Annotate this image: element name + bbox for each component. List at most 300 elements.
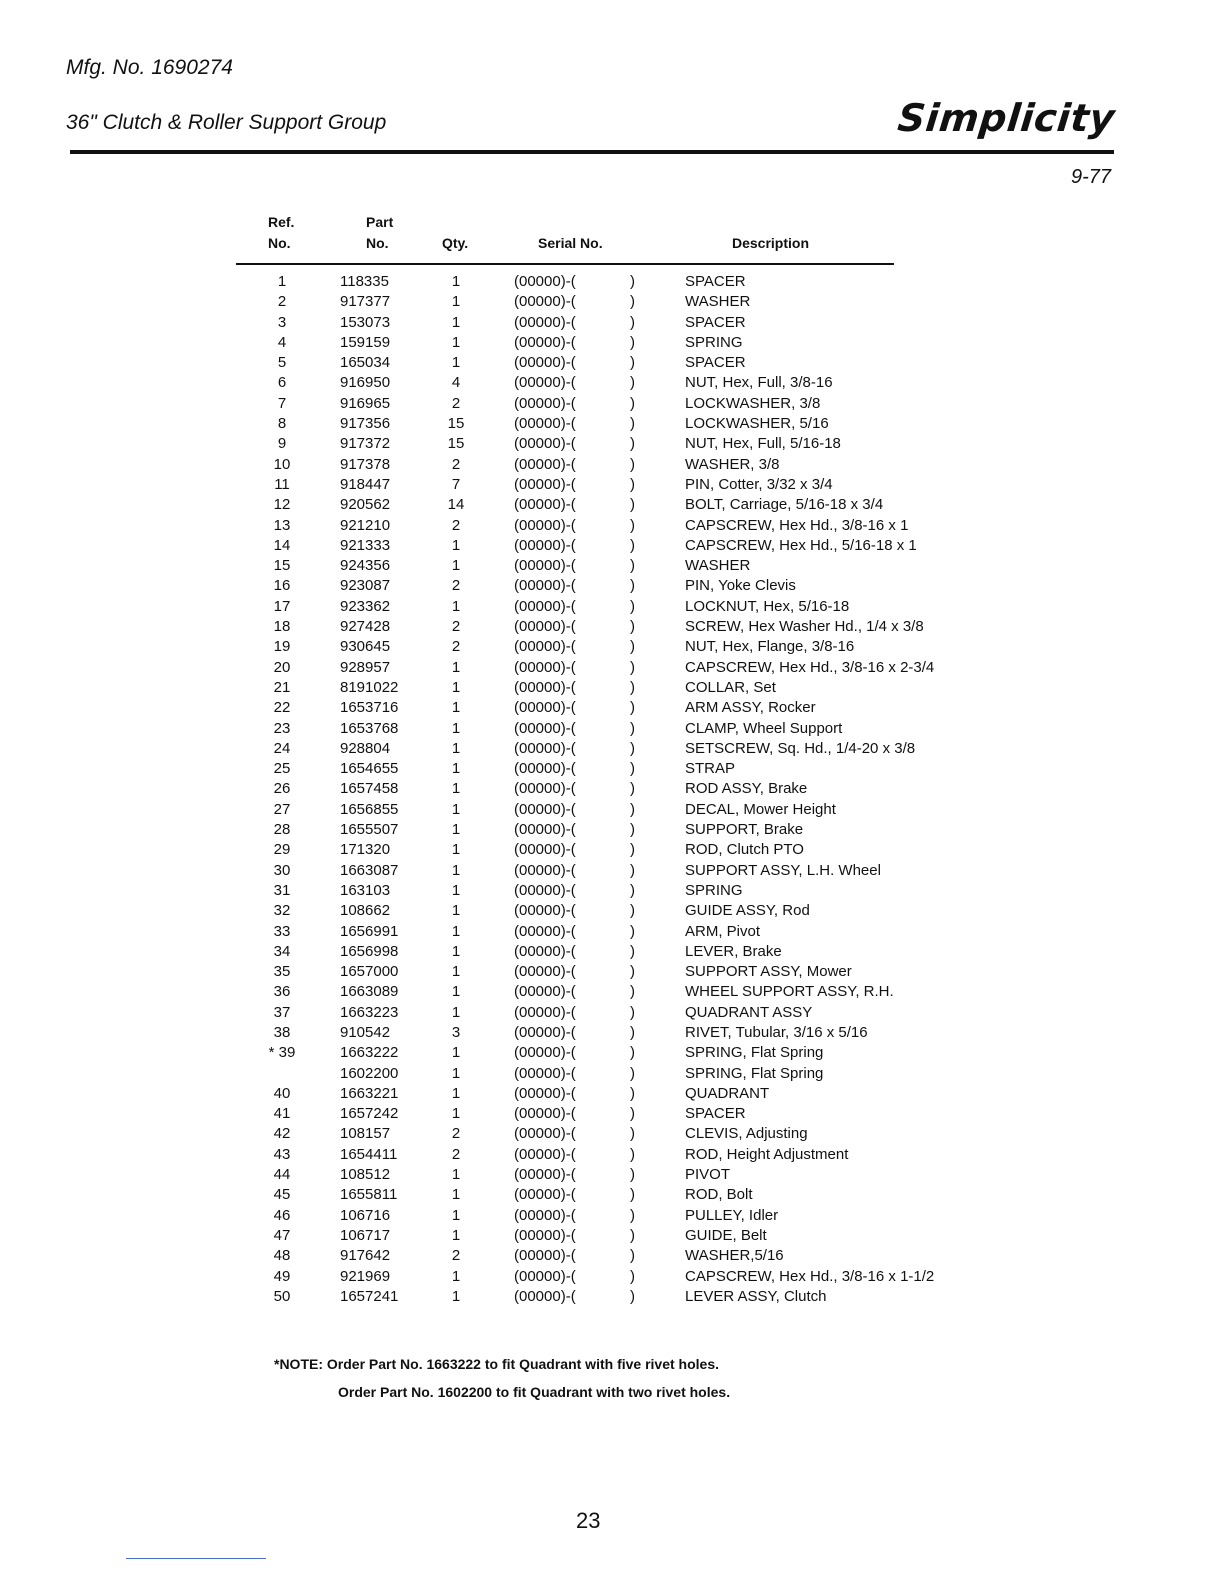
serial-cell: (00000)-( bbox=[514, 942, 576, 960]
part-number-cell: 106717 bbox=[340, 1226, 391, 1244]
table-row bbox=[0, 840, 1224, 860]
serial-close-cell: ) bbox=[630, 475, 635, 493]
qty-cell: 1 bbox=[451, 1084, 461, 1102]
description-cell: CAPSCREW, Hex Hd., 5/16-18 x 1 bbox=[685, 536, 917, 554]
description-cell: WASHER bbox=[685, 293, 751, 311]
qty-cell: 1 bbox=[451, 983, 461, 1001]
table-row bbox=[0, 414, 1224, 434]
part-number-cell: 1663089 bbox=[340, 983, 399, 1001]
ref-cell: 14 bbox=[273, 536, 291, 554]
ref-cell: 40 bbox=[273, 1084, 291, 1102]
serial-cell: (00000)-( bbox=[514, 455, 576, 473]
description-cell: ROD, Bolt bbox=[685, 1186, 753, 1204]
description-cell: LEVER ASSY, Clutch bbox=[685, 1287, 827, 1305]
serial-cell: (00000)-( bbox=[514, 475, 576, 493]
description-cell: NUT, Hex, Full, 3/8-16 bbox=[685, 374, 833, 392]
serial-close-cell: ) bbox=[630, 678, 635, 696]
part-number-cell: 1656991 bbox=[340, 922, 399, 940]
qty-cell: 1 bbox=[451, 881, 461, 899]
serial-close-cell: ) bbox=[630, 780, 635, 798]
serial-cell: (00000)-( bbox=[514, 597, 576, 615]
serial-cell: (00000)-( bbox=[514, 374, 576, 392]
serial-cell: (00000)-( bbox=[514, 719, 576, 737]
part-number-cell: 917642 bbox=[340, 1247, 391, 1265]
col-header-part bbox=[366, 212, 393, 254]
revision-date: 9-77 bbox=[1070, 166, 1111, 188]
description-cell: ROD ASSY, Brake bbox=[685, 780, 808, 798]
table-row bbox=[0, 1104, 1224, 1124]
ref-cell: 21 bbox=[273, 678, 291, 696]
serial-close-cell: ) bbox=[630, 293, 635, 311]
ref-cell: 11 bbox=[274, 475, 290, 493]
description-cell: SCREW, Hex Washer Hd., 1/4 x 3/8 bbox=[685, 618, 924, 636]
serial-cell: (00000)-( bbox=[514, 1105, 576, 1123]
description-cell: SUPPORT ASSY, L.H. Wheel bbox=[685, 861, 881, 879]
table-row bbox=[0, 759, 1224, 779]
part-number-cell: 1663223 bbox=[340, 1003, 399, 1021]
qty-cell: 2 bbox=[451, 1125, 461, 1143]
serial-cell: (00000)-( bbox=[514, 983, 576, 1001]
table-row bbox=[0, 455, 1224, 475]
qty-cell: 2 bbox=[451, 455, 461, 473]
part-number-cell: 923362 bbox=[340, 597, 391, 615]
serial-cell: (00000)-( bbox=[514, 1044, 576, 1062]
qty-cell: 15 bbox=[447, 415, 465, 433]
table-row bbox=[0, 739, 1224, 759]
table-row bbox=[0, 1206, 1224, 1226]
part-number-cell: 163103 bbox=[340, 881, 391, 899]
table-row bbox=[0, 475, 1224, 495]
qty-cell: 1 bbox=[451, 597, 461, 615]
table-row bbox=[0, 861, 1224, 881]
serial-cell: (00000)-( bbox=[514, 881, 576, 899]
ref-cell: 13 bbox=[273, 516, 291, 534]
part-number-cell: 159159 bbox=[340, 333, 391, 351]
ref-cell: 6 bbox=[277, 374, 287, 392]
ref-cell: 46 bbox=[273, 1206, 291, 1224]
part-number-cell: 921333 bbox=[340, 536, 391, 554]
part-number-cell: 1655811 bbox=[340, 1186, 398, 1204]
description-cell: CAPSCREW, Hex Hd., 3/8-16 x 1 bbox=[685, 516, 909, 534]
serial-cell: (00000)-( bbox=[514, 1064, 576, 1082]
qty-cell: 1 bbox=[451, 1044, 461, 1062]
description-cell: CLEVIS, Adjusting bbox=[685, 1125, 808, 1143]
part-number-cell: 171320 bbox=[340, 841, 391, 859]
serial-cell: (00000)-( bbox=[514, 1023, 576, 1041]
part-number-cell: 920562 bbox=[340, 496, 391, 514]
mfg-number: Mfg. No. 1690274 bbox=[66, 56, 233, 79]
col-header-ref-line1: Ref. bbox=[268, 214, 295, 230]
description-cell: WASHER, 3/8 bbox=[685, 455, 780, 473]
ref-cell: 47 bbox=[273, 1226, 291, 1244]
serial-close-cell: ) bbox=[630, 333, 635, 351]
serial-cell: (00000)-( bbox=[514, 678, 576, 696]
serial-close-cell: ) bbox=[630, 1084, 635, 1102]
serial-cell: (00000)-( bbox=[514, 821, 576, 839]
part-number-cell: 118335 bbox=[340, 273, 389, 290]
part-number-cell: 1663087 bbox=[340, 861, 399, 879]
col-header-ref bbox=[268, 212, 294, 254]
serial-cell: (00000)-( bbox=[514, 861, 576, 879]
serial-close-cell: ) bbox=[630, 841, 635, 859]
qty-cell: 1 bbox=[451, 902, 461, 920]
description-cell: DECAL, Mower Height bbox=[685, 800, 836, 818]
col-header-part-line1: Part bbox=[366, 214, 394, 230]
serial-cell: (00000)-( bbox=[514, 618, 576, 636]
ref-cell: 18 bbox=[273, 618, 291, 636]
description-cell: LOCKWASHER, 3/8 bbox=[685, 394, 821, 412]
part-number-cell: 108157 bbox=[340, 1125, 391, 1143]
description-cell: SPACER bbox=[685, 273, 746, 290]
part-number-cell: 1657242 bbox=[340, 1105, 399, 1123]
qty-cell: 2 bbox=[451, 618, 461, 636]
serial-close-cell: ) bbox=[630, 394, 635, 412]
table-row bbox=[0, 1246, 1224, 1266]
table-row bbox=[0, 597, 1224, 617]
serial-close-cell: ) bbox=[630, 1166, 635, 1184]
serial-close-cell: ) bbox=[630, 1247, 635, 1265]
ref-cell: 4 bbox=[277, 333, 287, 351]
description-cell: LOCKWASHER, 5/16 bbox=[685, 415, 829, 433]
table-row bbox=[0, 658, 1224, 678]
table-row bbox=[0, 373, 1224, 393]
col-header-qty: Qty. bbox=[442, 235, 469, 251]
table-row bbox=[0, 576, 1224, 596]
ref-cell: 28 bbox=[273, 821, 291, 839]
serial-close-cell: ) bbox=[630, 821, 635, 839]
serial-close-cell: ) bbox=[630, 902, 635, 920]
table-row bbox=[0, 495, 1224, 515]
serial-cell: (00000)-( bbox=[514, 354, 576, 372]
col-header-serial: Serial No. bbox=[538, 235, 603, 251]
serial-close-cell: ) bbox=[630, 455, 635, 473]
table-row bbox=[0, 1064, 1224, 1084]
qty-cell: 1 bbox=[451, 678, 461, 696]
ref-cell: 32 bbox=[273, 902, 291, 920]
part-number-cell: 1657458 bbox=[340, 780, 399, 798]
ref-cell: 17 bbox=[273, 597, 291, 615]
serial-cell: (00000)-( bbox=[514, 699, 576, 717]
serial-cell: (00000)-( bbox=[514, 577, 576, 595]
ref-cell: 24 bbox=[273, 739, 291, 757]
description-cell: SPRING, Flat Spring bbox=[685, 1064, 824, 1082]
serial-cell: (00000)-( bbox=[514, 394, 576, 412]
serial-close-cell: ) bbox=[630, 658, 635, 676]
qty-cell: 1 bbox=[451, 780, 461, 798]
serial-close-cell: ) bbox=[630, 415, 635, 433]
qty-cell: 1 bbox=[451, 1105, 461, 1123]
ref-cell: 27 bbox=[273, 800, 291, 818]
table-row bbox=[0, 536, 1224, 556]
ref-cell: 20 bbox=[273, 658, 291, 676]
qty-cell: 1 bbox=[451, 293, 461, 311]
ref-cell: 34 bbox=[273, 942, 291, 960]
serial-close-cell: ) bbox=[630, 942, 635, 960]
ref-cell: 23 bbox=[273, 719, 291, 737]
qty-cell: 1 bbox=[451, 658, 461, 676]
qty-cell: 1 bbox=[451, 760, 461, 778]
col-header-description: Description bbox=[732, 235, 810, 251]
qty-cell: 1 bbox=[451, 313, 461, 331]
serial-cell: (00000)-( bbox=[514, 536, 576, 554]
table-row bbox=[0, 434, 1224, 454]
serial-close-cell: ) bbox=[630, 638, 635, 656]
serial-cell: (00000)-( bbox=[514, 516, 576, 534]
table-row bbox=[0, 800, 1224, 820]
serial-close-cell: ) bbox=[630, 516, 635, 534]
part-number-cell: 918447 bbox=[340, 475, 391, 493]
qty-cell: 1 bbox=[451, 1064, 461, 1082]
ref-cell: 41 bbox=[273, 1105, 291, 1123]
serial-cell: (00000)-( bbox=[514, 1247, 576, 1265]
serial-close-cell: ) bbox=[630, 374, 635, 392]
description-cell: PIN, Cotter, 3/32 x 3/4 bbox=[685, 475, 833, 493]
serial-close-cell: ) bbox=[630, 699, 635, 717]
table-row bbox=[0, 881, 1224, 901]
ref-cell: 38 bbox=[273, 1023, 291, 1041]
serial-cell: (00000)-( bbox=[514, 435, 576, 453]
qty-cell: 1 bbox=[451, 739, 461, 757]
serial-close-cell: ) bbox=[630, 983, 635, 1001]
serial-close-cell: ) bbox=[630, 881, 635, 899]
part-number-cell: 106716 bbox=[340, 1206, 391, 1224]
table-row bbox=[0, 353, 1224, 373]
part-number-cell: 924356 bbox=[340, 557, 391, 575]
description-cell: ROD, Height Adjustment bbox=[685, 1145, 849, 1163]
qty-cell: 1 bbox=[451, 273, 461, 290]
ref-cell: 7 bbox=[277, 394, 287, 412]
table-row bbox=[0, 678, 1224, 698]
brand-logo: Simplicity bbox=[895, 96, 1118, 140]
description-cell: COLLAR, Set bbox=[685, 678, 776, 696]
serial-cell: (00000)-( bbox=[514, 557, 576, 575]
part-number-cell: 153073 bbox=[340, 313, 391, 331]
qty-cell: 1 bbox=[451, 557, 461, 575]
description-cell: CAPSCREW, Hex Hd., 3/8-16 x 1-1/2 bbox=[685, 1267, 935, 1285]
description-cell: NUT, Hex, Flange, 3/8-16 bbox=[685, 638, 855, 656]
serial-cell: (00000)-( bbox=[514, 496, 576, 514]
table-row bbox=[0, 1226, 1224, 1246]
qty-cell: 1 bbox=[451, 333, 461, 351]
qty-cell: 1 bbox=[451, 800, 461, 818]
ref-cell: 9 bbox=[277, 435, 287, 453]
qty-cell: 1 bbox=[451, 861, 461, 879]
serial-cell: (00000)-( bbox=[514, 293, 576, 311]
ref-cell: 16 bbox=[273, 577, 291, 595]
description-cell: SUPPORT, Brake bbox=[685, 821, 804, 839]
ref-cell: 45 bbox=[273, 1186, 291, 1204]
ref-cell: 36 bbox=[273, 983, 291, 1001]
table-row bbox=[0, 556, 1224, 576]
table-row bbox=[0, 719, 1224, 739]
serial-close-cell: ) bbox=[630, 354, 635, 372]
part-number-cell: 1602200 bbox=[340, 1064, 399, 1082]
table-row bbox=[0, 922, 1224, 942]
part-number-cell: 1656998 bbox=[340, 942, 399, 960]
description-cell: LEVER, Brake bbox=[685, 942, 782, 960]
description-cell: QUADRANT ASSY bbox=[685, 1003, 813, 1021]
description-cell: PIVOT bbox=[685, 1166, 731, 1184]
ref-cell: 10 bbox=[273, 455, 291, 473]
serial-cell: (00000)-( bbox=[514, 273, 576, 290]
description-cell: WHEEL SUPPORT ASSY, R.H. bbox=[685, 983, 894, 1001]
table-row bbox=[0, 698, 1224, 718]
table-row bbox=[0, 292, 1224, 312]
table-row bbox=[0, 394, 1224, 414]
table-row bbox=[0, 779, 1224, 799]
ref-cell: 43 bbox=[273, 1145, 291, 1163]
part-number-cell: 921969 bbox=[340, 1267, 391, 1285]
qty-cell: 1 bbox=[451, 922, 461, 940]
serial-close-cell: ) bbox=[630, 1064, 635, 1082]
part-number-cell: 930645 bbox=[340, 638, 391, 656]
serial-close-cell: ) bbox=[630, 719, 635, 737]
table-row bbox=[0, 962, 1224, 982]
serial-close-cell: ) bbox=[630, 1105, 635, 1123]
part-number-cell: 910542 bbox=[340, 1023, 391, 1041]
part-number-cell: 165034 bbox=[340, 354, 391, 372]
serial-cell: (00000)-( bbox=[514, 638, 576, 656]
serial-cell: (00000)-( bbox=[514, 1125, 576, 1143]
ref-cell: 5 bbox=[277, 354, 287, 372]
qty-cell: 15 bbox=[447, 435, 465, 453]
serial-cell: (00000)-( bbox=[514, 1084, 576, 1102]
part-number-cell: 1657241 bbox=[340, 1287, 399, 1305]
serial-cell: (00000)-( bbox=[514, 1287, 576, 1305]
qty-cell: 1 bbox=[451, 719, 461, 737]
serial-close-cell: ) bbox=[630, 1145, 635, 1163]
table-row bbox=[0, 617, 1224, 637]
page-number: 23 bbox=[576, 1508, 601, 1533]
ref-cell: 12 bbox=[273, 496, 291, 514]
table-row bbox=[0, 516, 1224, 536]
description-cell: CLAMP, Wheel Support bbox=[685, 719, 843, 737]
qty-cell: 1 bbox=[451, 1267, 461, 1285]
part-number-cell: 108512 bbox=[340, 1166, 391, 1184]
qty-cell: 2 bbox=[451, 394, 461, 412]
ref-cell: 1 bbox=[277, 273, 287, 290]
serial-close-cell: ) bbox=[630, 1186, 635, 1204]
serial-close-cell: ) bbox=[630, 1287, 635, 1305]
qty-cell: 1 bbox=[451, 354, 461, 372]
table-row bbox=[0, 1084, 1224, 1104]
ref-cell: 15 bbox=[273, 557, 291, 575]
table-row bbox=[0, 1003, 1224, 1023]
part-number-cell: 108662 bbox=[340, 902, 391, 920]
table-row bbox=[0, 901, 1224, 921]
part-number-cell: 927428 bbox=[340, 618, 391, 636]
part-number-cell: 923087 bbox=[340, 577, 391, 595]
part-number-cell: 1654655 bbox=[340, 760, 399, 778]
table-row bbox=[0, 1287, 1224, 1307]
serial-close-cell: ) bbox=[630, 1023, 635, 1041]
serial-close-cell: ) bbox=[630, 597, 635, 615]
group-title: 36" Clutch & Roller Support Group bbox=[66, 111, 387, 134]
table-row bbox=[0, 1043, 1224, 1063]
ref-cell: 49 bbox=[273, 1267, 291, 1285]
qty-cell: 1 bbox=[451, 1226, 461, 1244]
description-cell: STRAP bbox=[685, 760, 736, 778]
ref-cell: 30 bbox=[273, 861, 291, 879]
description-cell: PULLEY, Idler bbox=[685, 1206, 779, 1224]
table-row bbox=[0, 1165, 1224, 1185]
part-number-cell: 1655507 bbox=[340, 821, 399, 839]
ref-cell: 31 bbox=[273, 881, 291, 899]
part-number-cell: 1657000 bbox=[340, 963, 399, 981]
serial-cell: (00000)-( bbox=[514, 841, 576, 859]
qty-cell: 2 bbox=[451, 577, 461, 595]
serial-close-cell: ) bbox=[630, 577, 635, 595]
ref-cell: 19 bbox=[273, 638, 291, 656]
serial-cell: (00000)-( bbox=[514, 902, 576, 920]
ref-cell: 42 bbox=[273, 1125, 291, 1143]
part-number-cell: 8191022 bbox=[340, 678, 399, 696]
table-header-rule bbox=[236, 263, 894, 265]
qty-cell: 2 bbox=[451, 1247, 461, 1265]
ref-cell: 37 bbox=[273, 1003, 291, 1021]
serial-close-cell: ) bbox=[630, 1044, 635, 1062]
serial-cell: (00000)-( bbox=[514, 1145, 576, 1163]
col-header-ref-line2: No. bbox=[268, 235, 291, 251]
serial-cell: (00000)-( bbox=[514, 415, 576, 433]
serial-close-cell: ) bbox=[630, 1003, 635, 1021]
table-row bbox=[0, 942, 1224, 962]
serial-cell: (00000)-( bbox=[514, 1206, 576, 1224]
serial-close-cell: ) bbox=[630, 536, 635, 554]
serial-close-cell: ) bbox=[630, 963, 635, 981]
serial-close-cell: ) bbox=[630, 1206, 635, 1224]
serial-cell: (00000)-( bbox=[514, 1186, 576, 1204]
part-number-cell: 917356 bbox=[340, 415, 391, 433]
description-cell: SPACER bbox=[685, 1105, 746, 1123]
part-number-cell: 1656855 bbox=[340, 800, 399, 818]
description-cell: ARM, Pivot bbox=[685, 922, 761, 940]
table-row bbox=[0, 1145, 1224, 1165]
parts-table bbox=[0, 272, 1224, 1307]
part-number-cell: 917377 bbox=[340, 293, 391, 311]
description-cell: SPRING bbox=[685, 881, 743, 899]
table-row bbox=[0, 1185, 1224, 1205]
table-row bbox=[0, 1023, 1224, 1043]
serial-cell: (00000)-( bbox=[514, 333, 576, 351]
serial-close-cell: ) bbox=[630, 435, 635, 453]
ref-cell: 29 bbox=[273, 841, 291, 859]
description-cell: QUADRANT bbox=[685, 1084, 770, 1102]
qty-cell: 3 bbox=[451, 1023, 461, 1041]
serial-cell: (00000)-( bbox=[514, 1267, 576, 1285]
ref-cell: 44 bbox=[273, 1166, 291, 1184]
qty-cell: 2 bbox=[451, 638, 461, 656]
serial-close-cell: ) bbox=[630, 1125, 635, 1143]
serial-cell: (00000)-( bbox=[514, 313, 576, 331]
qty-cell: 1 bbox=[451, 1003, 461, 1021]
qty-cell: 1 bbox=[451, 1287, 461, 1305]
qty-cell: 2 bbox=[451, 516, 461, 534]
serial-cell: (00000)-( bbox=[514, 658, 576, 676]
serial-close-cell: ) bbox=[630, 760, 635, 778]
ref-cell: * 39 bbox=[268, 1044, 296, 1062]
ref-cell: 48 bbox=[273, 1247, 291, 1265]
description-cell: PIN, Yoke Clevis bbox=[685, 577, 796, 595]
description-cell: SPACER bbox=[685, 354, 746, 372]
qty-cell: 1 bbox=[451, 963, 461, 981]
serial-cell: (00000)-( bbox=[514, 1003, 576, 1021]
serial-cell: (00000)-( bbox=[514, 1166, 576, 1184]
serial-cell: (00000)-( bbox=[514, 922, 576, 940]
qty-cell: 1 bbox=[451, 1186, 461, 1204]
part-number-cell: 928957 bbox=[340, 658, 391, 676]
table-row bbox=[0, 272, 1224, 292]
